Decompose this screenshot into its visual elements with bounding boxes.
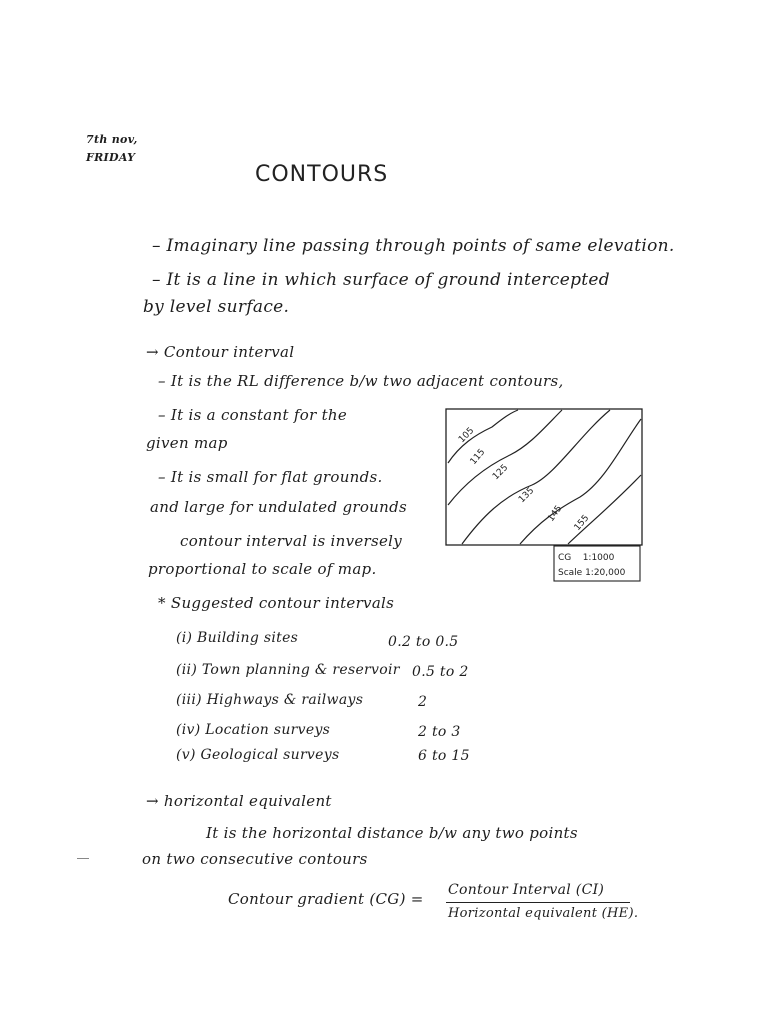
- suggested-item-label-3: (iii) Highways & railways: [176, 692, 364, 708]
- contour-line-115: [448, 410, 562, 505]
- date-note: [86, 131, 138, 167]
- contour-label-105: 105: [457, 425, 477, 446]
- suggested-item-value-2: 0.5 to 2: [412, 664, 469, 680]
- he-line-1: It is the horizontal distance b/w any two points: [206, 824, 578, 842]
- date-text: 7th nov,: [86, 133, 138, 146]
- formula-denominator: Horizontal equivalent (HE).: [448, 906, 639, 921]
- fraction-bar: [446, 902, 630, 903]
- contour-line-145: [568, 475, 641, 544]
- suggested-item-label-2: (ii) Town planning & reservoir: [176, 662, 400, 678]
- suggested-item-label-4: (iv) Location surveys: [176, 722, 331, 738]
- page-title: CONTOURS: [255, 162, 389, 187]
- ci-line-7: proportional to scale of map.: [148, 560, 377, 578]
- formula-lhs: Contour gradient (CG) =: [228, 890, 424, 908]
- ci-line-6: contour interval is inversely: [180, 532, 403, 550]
- suggested-item-value-5: 6 to 15: [418, 748, 470, 764]
- horizontal-equivalent-heading: → horizontal equivalent: [146, 792, 332, 810]
- contour-label-145: 145: [546, 503, 565, 524]
- formula-numerator: Contour Interval (CI): [448, 882, 605, 898]
- legend-scale: Scale 1:20,000: [558, 568, 626, 578]
- he-line-2: on two consecutive contours: [142, 850, 368, 868]
- day-text: FRIDAY: [86, 151, 136, 164]
- ci-line-4: – It is small for flat grounds.: [158, 468, 383, 486]
- ci-line-2: – It is a constant for the: [158, 406, 348, 424]
- ci-line-3: given map: [146, 434, 228, 452]
- suggested-item-value-1: 0.2 to 0.5: [388, 634, 459, 650]
- contour-interval-heading: → Contour interval: [146, 343, 295, 361]
- suggested-item-value-3: 2: [418, 694, 428, 710]
- legend-cg: CG 1:1000: [558, 553, 615, 563]
- suggested-item-label-5: (v) Geological surveys: [176, 747, 340, 763]
- ci-line-5: and large for undulated grounds: [150, 498, 407, 516]
- contour-label-125: 125: [491, 462, 511, 483]
- contour-map-diagram: [440, 405, 644, 585]
- suggested-heading: * Suggested contour intervals: [158, 594, 395, 612]
- definition-line-1: – Imaginary line passing through points of same elevation.: [152, 236, 675, 256]
- definition-line-2: – It is a line in which surface of ground intercepted: [152, 270, 610, 290]
- definition-line-3: by level surface.: [143, 297, 290, 317]
- suggested-item-label-1: (i) Building sites: [176, 630, 299, 646]
- suggested-item-value-4: 2 to 3: [418, 724, 461, 740]
- contour-label-135: 135: [517, 485, 537, 506]
- margin-mark: [77, 858, 89, 859]
- contour-label-115: 115: [468, 447, 488, 467]
- ci-line-1: – It is the RL difference b/w two adjacent contours,: [158, 372, 564, 390]
- contour-label-155: 155: [572, 513, 592, 533]
